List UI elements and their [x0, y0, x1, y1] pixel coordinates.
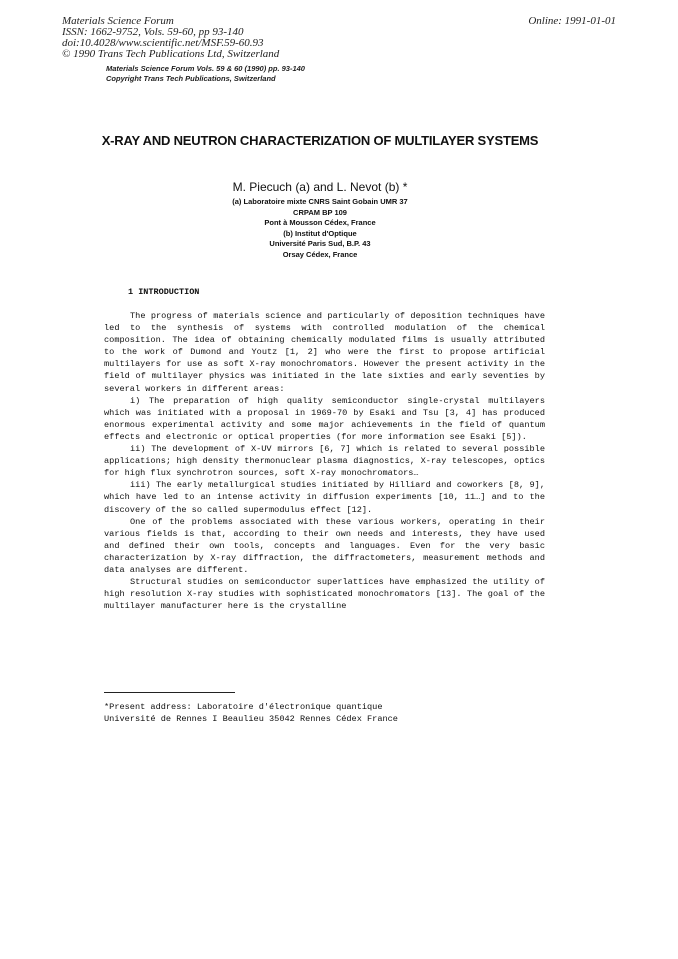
issn-line: ISSN: 1662-9752, Vols. 59-60, pp 93-140: [62, 26, 244, 38]
footnote: [104, 701, 398, 725]
footnote-line: Université de Rennes I Beaulieu 35042 Rennes Cédex France: [104, 714, 398, 724]
journal-header: [62, 16, 279, 60]
paragraph: Structural studies on semiconductor superlattices have emphasized the utility of high resolution X-ray studies with sophisticated monochromators [13]. The goal of the multilayer manufacturer here is the crystalline: [104, 577, 545, 612]
journal-name: Materials Science Forum: [62, 15, 174, 27]
paragraph: ii) The development of X-UV mirrors [6, 7] which is related to several possible applications; high density thermonuclear plasma diagnostics, X-ray telescopes, optics for high flux synchrotron sources, soft X-ray monochromators…: [104, 444, 545, 479]
affiliations: [100, 197, 540, 260]
section-heading: 1 INTRODUCTION: [128, 287, 200, 297]
paper-title: X-RAY AND NEUTRON CHARACTERIZATION OF MULTILAYER SYSTEMS: [101, 133, 539, 148]
affiliation-line: Orsay Cédex, France: [282, 249, 358, 259]
affiliation-line: (a) Laboratoire mixte CNRS Saint Gobain UMR 37: [232, 197, 408, 206]
copyright-line: © 1990 Trans Tech Publications Ltd, Switzerland: [62, 48, 280, 60]
paragraph: One of the problems associated with these various workers, operating in their various fields is that, according to their own needs and interests, they have used and defined their own tools, concepts and languages. Even for the very basic characterization by X-ray diffraction, the diffractometers, measurement methods and data analyses are different.: [104, 516, 545, 575]
paragraph: The progress of materials science and particularly of deposition techniques have led to the synthesis of systems with controlled modulation of the chemical composition. The idea of obtaining chemically modulated films is usually attributed to the work of Dumond and Youtz [1, 2] who were the first to propose artificial multilayers for use as soft X-ray monochromators. However the present activity in the field of multilayer physics was initiated in the late sixties and early seventies by several workers in different areas:: [104, 311, 545, 394]
online-date: Online: 1991-01-01: [528, 15, 616, 27]
original-copyright-line: Copyright Trans Tech Publications, Switzerland: [106, 74, 276, 83]
paragraph: i) The preparation of high quality semiconductor single-crystal multilayers which was initiated with a proposal in 1969-70 by Esaki and Tsu [3, 4] has produced enormous experimental activity and some major achievements in the field of quantum effects and electronic or optical properties (for more information see Esaki [5]).: [104, 395, 545, 442]
original-header: [106, 64, 305, 84]
footnote-rule: [104, 692, 235, 693]
affiliation-line: Pont à Mousson Cédex, France: [264, 218, 376, 227]
original-journal-line: Materials Science Forum Vols. 59 & 60 (1990) pp. 93-140: [106, 64, 305, 73]
doi-line: doi:10.4028/www.scientific.net/MSF.59-60.93: [62, 37, 264, 49]
paper-authors: M. Piecuch (a) and L. Nevot (b) *: [232, 180, 408, 194]
body-text: [104, 310, 545, 612]
affiliation-line: Université Paris Sud, B.P. 43: [269, 239, 371, 248]
affiliation-line: (b) Institut d'Optique: [283, 228, 357, 238]
affiliation-line: CRPAM BP 109: [293, 207, 347, 217]
paragraph: iii) The early metallurgical studies initiated by Hilliard and coworkers [8, 9], which have led to an intense activity in diffusion experiments [10, 11…] and to the discovery of the so called supermodulus effect [12].: [104, 480, 545, 515]
footnote-line: *Present address: Laboratoire d'électronique quantique: [104, 702, 383, 712]
